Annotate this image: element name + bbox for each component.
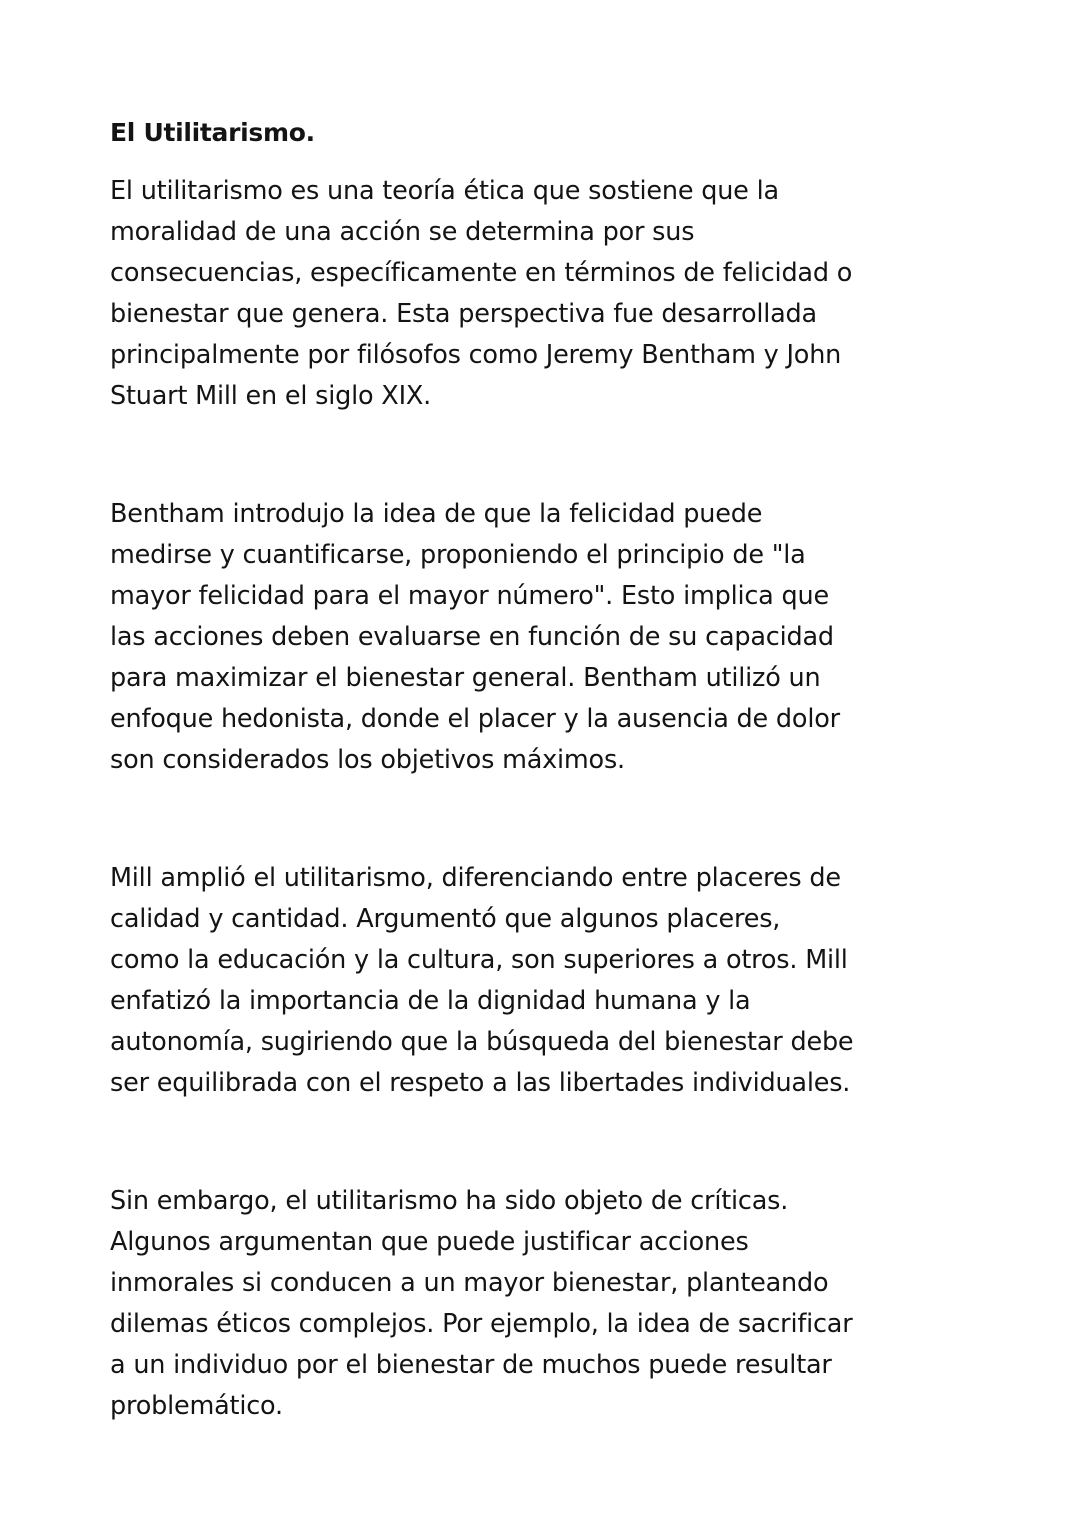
paragraph-line: Bentham introdujo la idea de que la felicidad puede <box>110 499 763 529</box>
paragraph-line: medirse y cuantificarse, proponiendo el principio de "la <box>110 540 806 570</box>
paragraph-line: para maximizar el bienestar general. Bentham utilizó un <box>110 663 821 693</box>
paragraph-line: como la educación y la cultura, son superiores a otros. Mill <box>110 945 848 975</box>
paragraph-line: bienestar que genera. Esta perspectiva fue desarrollada <box>110 299 817 329</box>
paragraph-line: El utilitarismo es una teoría ética que sostiene que la <box>110 176 779 206</box>
paragraph-line: enfoque hedonista, donde el placer y la ausencia de dolor <box>110 704 840 734</box>
paragraph-line: Stuart Mill en el siglo XIX. <box>110 381 432 411</box>
paragraph-line: problemático. <box>110 1391 283 1421</box>
paragraph-line: consecuencias, específicamente en términos de felicidad o <box>110 258 853 288</box>
paragraph-2 <box>110 494 940 781</box>
paragraph-4 <box>110 1181 940 1427</box>
paragraph-line: Sin embargo, el utilitarismo ha sido objeto de críticas. <box>110 1186 789 1216</box>
paragraph-line: Algunos argumentan que puede justificar acciones <box>110 1227 749 1257</box>
paragraph-line: Mill amplió el utilitarismo, diferenciando entre placeres de <box>110 863 841 893</box>
paragraph-3 <box>110 858 940 1104</box>
paragraph-line: a un individuo por el bienestar de muchos puede resultar <box>110 1350 832 1380</box>
paragraph-line: calidad y cantidad. Argumentó que algunos placeres, <box>110 904 781 934</box>
paragraph-line: mayor felicidad para el mayor número". Esto implica que <box>110 581 829 611</box>
paragraph-line: principalmente por filósofos como Jeremy Bentham y John <box>110 340 842 370</box>
document-content <box>110 112 940 1427</box>
paragraph-line: moralidad de una acción se determina por sus <box>110 217 695 247</box>
paragraph-line: dilemas éticos complejos. Por ejemplo, la idea de sacrificar <box>110 1309 853 1339</box>
document-title: El Utilitarismo. <box>110 118 315 147</box>
paragraph-line: enfatizó la importancia de la dignidad humana y la <box>110 986 751 1016</box>
paragraph-line: autonomía, sugiriendo que la búsqueda del bienestar debe <box>110 1027 854 1057</box>
paragraph-line: inmorales si conducen a un mayor bienestar, planteando <box>110 1268 829 1298</box>
paragraph-line: las acciones deben evaluarse en función de su capacidad <box>110 622 834 652</box>
paragraph-line: son considerados los objetivos máximos. <box>110 745 625 775</box>
paragraph-1 <box>110 171 940 417</box>
paragraph-line: ser equilibrada con el respeto a las libertades individuales. <box>110 1068 851 1098</box>
